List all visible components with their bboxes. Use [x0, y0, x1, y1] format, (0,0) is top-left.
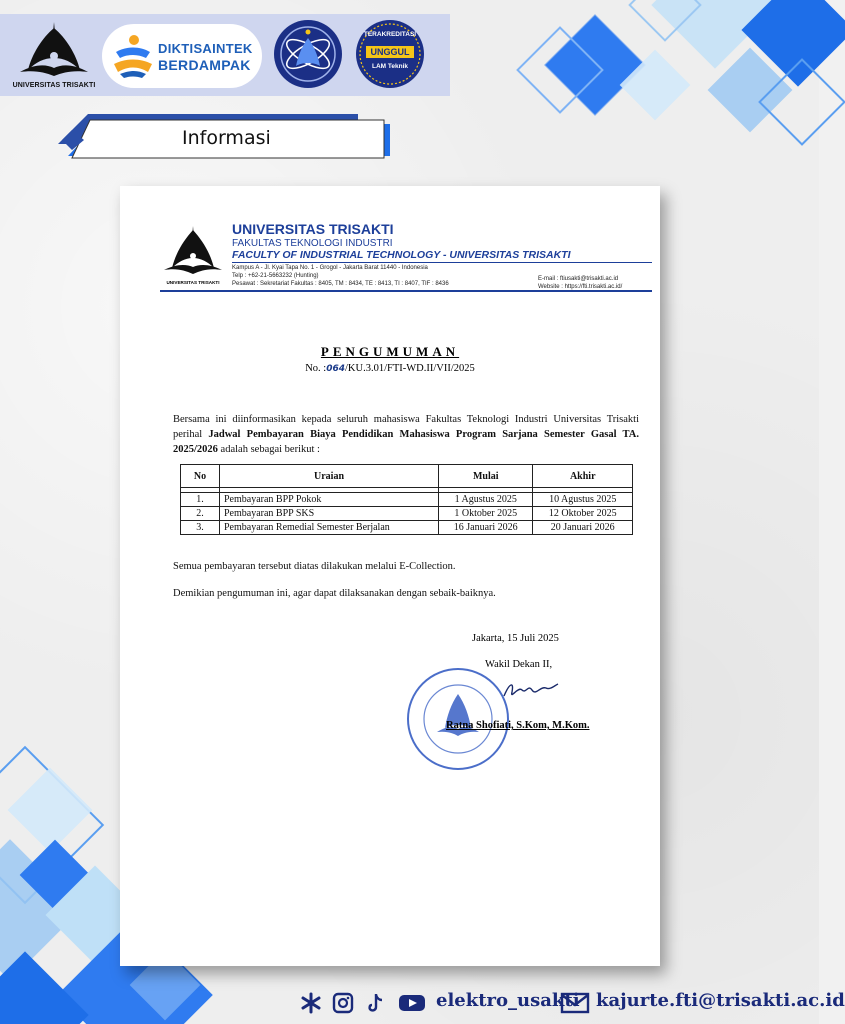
instagram-icon[interactable] — [332, 992, 354, 1014]
dikti-line2: BERDAMPAK — [158, 57, 251, 73]
diktisaintek-logo — [102, 24, 262, 88]
row-akhir: 20 Januari 2026 — [533, 521, 633, 535]
fti-logo — [272, 18, 344, 90]
document-number — [120, 363, 660, 374]
universitas-trisakti-logo — [12, 18, 96, 92]
website-line: Website : https://fti.trisakti.ac.id/ — [538, 284, 623, 290]
row-mulai: 1 Oktober 2025 — [439, 507, 533, 521]
table-row — [181, 493, 633, 507]
row-uraian: Pembayaran BPP Pokok — [220, 493, 439, 507]
document-title: PENGUMUMAN — [320, 344, 460, 359]
handwritten-signature-icon — [500, 676, 560, 706]
row-akhir: 12 Oktober 2025 — [533, 507, 633, 521]
letterhead-logo — [160, 224, 226, 290]
row-mulai: 1 Agustus 2025 — [439, 493, 533, 507]
schedule-table — [180, 464, 633, 535]
letterhead-faculty-en: FACULTY OF INDUSTRIAL TECHNOLOGY - UNIVERSITAS TRISAKTI — [232, 249, 571, 261]
paragraph-closing: Demikian pengumuman ini, agar dapat dilaksanakan dengan sebaik-baiknya. — [173, 588, 496, 599]
telp-line: Telp : +62-21-5663232 (Hunting) — [232, 273, 319, 279]
letterhead-bottom-rule — [160, 290, 652, 292]
number-handwritten: 064 — [326, 364, 345, 374]
banner-label: Informasi — [182, 127, 271, 149]
fti-emblem-icon — [272, 18, 344, 90]
tiktok-icon[interactable] — [364, 992, 386, 1014]
footer-email: kajurte.fti@trisakti.ac.id — [596, 990, 845, 1011]
signer-name: Ratna Shofiati, S.Kom, M.Kom. — [446, 720, 590, 731]
letterhead-university: UNIVERSITAS TRISAKTI — [232, 221, 394, 237]
table-header-row — [181, 465, 633, 488]
row-uraian: Pembayaran BPP SKS — [220, 507, 439, 521]
intro-subject: Jadwal Pembayaran Biaya Pendidikan Mahasiswa Program Sarjana Semester Gasal TA. 2025/2026 — [173, 429, 639, 455]
intro-text-1: Bersama ini diinformasikan kepada seluruh mahasiswa Fakultas Teknologi Industri Universitas Trisakti perihal — [173, 414, 639, 440]
row-no: 3. — [181, 521, 220, 535]
letterhead-faculty-id: FAKULTAS TEKNOLOGI INDUSTRI — [232, 238, 393, 249]
table-row — [181, 521, 633, 535]
paragraph-ecollection: Semua pembayaran tersebut diatas dilakukan melalui E-Collection. — [173, 561, 456, 572]
letterhead — [120, 186, 660, 296]
intro-paragraph — [173, 412, 639, 457]
dikti-line1: DIKTISAINTEK — [158, 41, 253, 56]
signer-title: Wakil Dekan II, — [485, 659, 553, 670]
lam-bottom-text: LAM Teknik — [372, 63, 408, 70]
lam-teknik-badge — [354, 18, 426, 90]
header-uraian: Uraian — [220, 465, 439, 488]
footer-contact — [300, 988, 845, 1018]
lam-top-text: TERAKREDITASI — [363, 31, 417, 38]
row-akhir: 10 Agustus 2025 — [533, 493, 633, 507]
row-uraian: Pembayaran Remedial Semester Berjalan — [220, 521, 439, 535]
announcement-document — [120, 186, 660, 966]
trisakti-emblem-icon — [12, 18, 96, 82]
header-mulai: Mulai — [439, 465, 533, 488]
row-no: 1. — [181, 493, 220, 507]
youtube-icon[interactable] — [398, 992, 426, 1014]
letterhead-divider — [232, 262, 652, 263]
row-no: 2. — [181, 507, 220, 521]
asterisk-icon — [300, 992, 322, 1014]
letterhead-address — [232, 264, 449, 288]
letterhead-contact — [538, 275, 622, 291]
pesawat-line: Pesawat : Sekretariat Fakultas : 8405, TM : 8434, TE : 8413, TI : 8407, TIF : 8436 — [232, 281, 449, 287]
letterhead-logo-caption: UNIVERSITAS TRISAKTI — [166, 280, 220, 285]
number-prefix: No. : — [305, 363, 327, 374]
faculty-stamp-icon — [403, 664, 513, 774]
intro-text-2: adalah sebagai berikut : — [217, 444, 320, 455]
informasi-banner — [58, 110, 390, 166]
header-akhir: Akhir — [533, 465, 633, 488]
mail-icon[interactable] — [560, 992, 590, 1014]
header-no: No — [181, 465, 220, 488]
diktisaintek-emblem-icon — [110, 32, 156, 80]
document-date: Jakarta, 15 Juli 2025 — [472, 633, 559, 644]
address-line: Kampus A - Jl. Kyai Tapa No. 1 - Grogol - Jakarta Barat 11440 - Indonesia — [232, 265, 428, 271]
footer-social-handle: elektro_usakti — [436, 990, 580, 1011]
lam-mid-text: UNGGUL — [370, 47, 410, 57]
email-line: E-mail : ftiusakti@trisakti.ac.id — [538, 276, 619, 282]
decorative-diamonds-top-right — [500, 0, 819, 170]
trisakti-emblem-icon — [160, 224, 226, 280]
table-row — [181, 507, 633, 521]
number-suffix: /KU.3.01/FTI-WD.II/VII/2025 — [345, 363, 475, 374]
university-caption: UNIVERSITAS TRISAKTI — [12, 82, 96, 89]
row-mulai: 16 Januari 2026 — [439, 521, 533, 535]
